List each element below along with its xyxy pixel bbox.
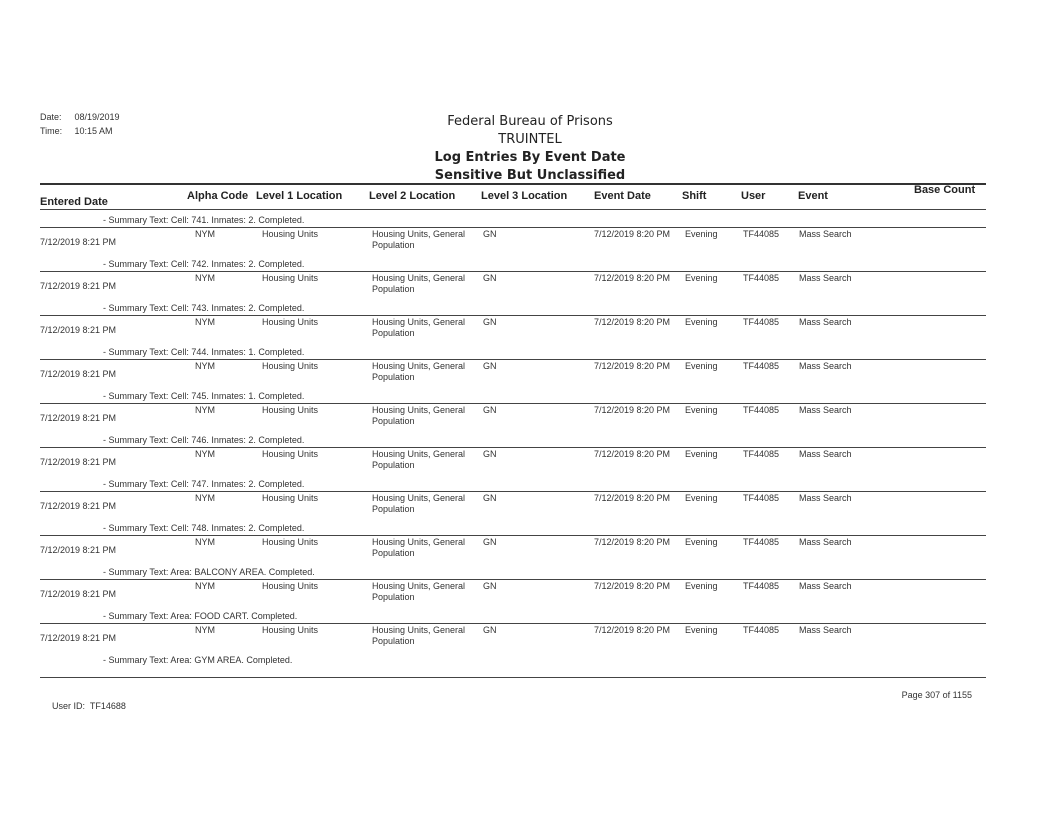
- alpha-code-cell: NYM: [195, 273, 215, 283]
- alpha-code-cell: NYM: [195, 449, 215, 459]
- row-rule: [40, 535, 986, 536]
- event-date-cell: 7/12/2019 8:20 PM: [594, 537, 671, 547]
- summary-text: - Summary Text: Cell: 747. Inmates: 2. Completed.: [103, 479, 305, 489]
- row-rule: [40, 271, 986, 272]
- level3-cell: GN: [483, 625, 497, 635]
- event-cell: Mass Search: [799, 625, 852, 635]
- event-date-cell: 7/12/2019 8:20 PM: [594, 229, 671, 239]
- entered-date-cell: 7/12/2019 8:21 PM: [40, 413, 117, 423]
- level1-cell: Housing Units: [262, 229, 319, 239]
- alpha-code-cell: NYM: [195, 229, 215, 239]
- shift-cell: Evening: [685, 273, 718, 283]
- row-rule: [40, 579, 986, 580]
- level1-cell: Housing Units: [262, 493, 319, 503]
- shift-cell: Evening: [685, 449, 718, 459]
- title-report: Log Entries By Event Date: [434, 150, 626, 165]
- summary-text: - Summary Text: Area: GYM AREA. Completed.: [103, 655, 293, 665]
- entered-date-cell: 7/12/2019 8:21 PM: [40, 369, 117, 379]
- level2-cell-cont: Population: [372, 548, 415, 558]
- col-level2: Level 2 Location: [369, 190, 456, 202]
- summary-text: - Summary Text: Cell: 743. Inmates: 2. Completed.: [103, 303, 305, 313]
- col-entered-date: Entered Date: [40, 196, 108, 208]
- user-cell: TF44085: [743, 537, 780, 547]
- level3-cell: GN: [483, 449, 497, 459]
- row-rule: [40, 403, 986, 404]
- user-cell: TF44085: [743, 361, 780, 371]
- shift-cell: Evening: [685, 405, 718, 415]
- event-date-cell: 7/12/2019 8:20 PM: [594, 317, 671, 327]
- event-cell: Mass Search: [799, 273, 852, 283]
- row-rule: [40, 359, 986, 360]
- level3-cell: GN: [483, 361, 497, 371]
- entered-date-cell: 7/12/2019 8:21 PM: [40, 501, 117, 511]
- entered-date-cell: 7/12/2019 8:21 PM: [40, 457, 117, 467]
- summary-text: - Summary Text: Area: FOOD CART. Completed.: [103, 611, 298, 621]
- level1-cell: Housing Units: [262, 625, 319, 635]
- event-cell: Mass Search: [799, 449, 852, 459]
- col-shift: Shift: [682, 190, 707, 202]
- level2-cell-cont: Population: [372, 592, 415, 602]
- report-time: [40, 126, 113, 136]
- shift-cell: Evening: [685, 229, 718, 239]
- entered-date-cell: 7/12/2019 8:21 PM: [40, 545, 117, 555]
- level2-cell-cont: Population: [372, 416, 415, 426]
- time-label: Time:: [40, 126, 63, 136]
- event-date-cell: 7/12/2019 8:20 PM: [594, 273, 671, 283]
- level2-cell-cont: Population: [372, 372, 415, 382]
- level1-cell: Housing Units: [262, 405, 319, 415]
- event-date-cell: 7/12/2019 8:20 PM: [594, 493, 671, 503]
- summary-text: - Summary Text: Cell: 745. Inmates: 1. Completed.: [103, 391, 305, 401]
- alpha-code-cell: NYM: [195, 405, 215, 415]
- alpha-code-cell: NYM: [195, 317, 215, 327]
- row-rule: [40, 227, 986, 228]
- title-classification: Sensitive But Unclassified: [434, 168, 626, 183]
- alpha-code-cell: NYM: [195, 361, 215, 371]
- level1-cell: Housing Units: [262, 317, 319, 327]
- level2-cell: Housing Units, General: [372, 273, 466, 283]
- level2-cell-cont: Population: [372, 460, 415, 470]
- user-cell: TF44085: [743, 493, 780, 503]
- row-rule: [40, 623, 986, 624]
- level2-cell-cont: Population: [372, 240, 415, 250]
- level1-cell: Housing Units: [262, 361, 319, 371]
- alpha-code-cell: NYM: [195, 581, 215, 591]
- entered-date-cell: 7/12/2019 8:21 PM: [40, 589, 117, 599]
- header-top-rule: [40, 183, 986, 185]
- event-date-cell: 7/12/2019 8:20 PM: [594, 405, 671, 415]
- event-cell: Mass Search: [799, 229, 852, 239]
- col-level3: Level 3 Location: [481, 190, 568, 202]
- level2-cell: Housing Units, General: [372, 537, 466, 547]
- event-date-cell: 7/12/2019 8:20 PM: [594, 625, 671, 635]
- user-cell: TF44085: [743, 229, 780, 239]
- level1-cell: Housing Units: [262, 537, 319, 547]
- shift-cell: Evening: [685, 493, 718, 503]
- title-system: TRUINTEL: [498, 132, 562, 147]
- summary-text: - Summary Text: Cell: 742. Inmates: 2. Completed.: [103, 259, 305, 269]
- shift-cell: Evening: [685, 581, 718, 591]
- user-cell: TF44085: [743, 581, 780, 591]
- level3-cell: GN: [483, 493, 497, 503]
- event-cell: Mass Search: [799, 361, 852, 371]
- row-rule: [40, 491, 986, 492]
- user-cell: TF44085: [743, 273, 780, 283]
- level3-cell: GN: [483, 537, 497, 547]
- row-rule: [40, 315, 986, 316]
- report-date: [40, 112, 120, 122]
- summary-text: - Summary Text: Cell: 744. Inmates: 1. Completed.: [103, 347, 305, 357]
- shift-cell: Evening: [685, 625, 718, 635]
- alpha-code-cell: NYM: [195, 625, 215, 635]
- event-cell: Mass Search: [799, 581, 852, 591]
- event-cell: Mass Search: [799, 537, 852, 547]
- entered-date-cell: 7/12/2019 8:21 PM: [40, 281, 117, 291]
- user-id-value: TF14688: [89, 701, 126, 711]
- user-cell: TF44085: [743, 317, 780, 327]
- header-bottom-rule: [40, 209, 986, 210]
- user-cell: TF44085: [743, 449, 780, 459]
- table-end-rule: [40, 677, 986, 678]
- row-rule: [40, 447, 986, 448]
- summary-text: - Summary Text: Cell: 746. Inmates: 2. Completed.: [103, 435, 305, 445]
- user-cell: TF44085: [743, 405, 780, 415]
- event-date-cell: 7/12/2019 8:20 PM: [594, 581, 671, 591]
- entered-date-cell: 7/12/2019 8:21 PM: [40, 237, 117, 247]
- event-date-cell: 7/12/2019 8:20 PM: [594, 449, 671, 459]
- col-user: User: [741, 190, 766, 202]
- user-cell: TF44085: [743, 625, 780, 635]
- level2-cell: Housing Units, General: [372, 229, 466, 239]
- shift-cell: Evening: [685, 361, 718, 371]
- time-value: 10:15 AM: [74, 126, 113, 136]
- level2-cell: Housing Units, General: [372, 449, 466, 459]
- level3-cell: GN: [483, 229, 497, 239]
- level1-cell: Housing Units: [262, 449, 319, 459]
- col-base-count: Base Count: [914, 184, 976, 196]
- alpha-code-cell: NYM: [195, 537, 215, 547]
- page-number: Page 307 of 1155: [901, 690, 972, 700]
- level3-cell: GN: [483, 581, 497, 591]
- col-event-date: Event Date: [594, 190, 651, 202]
- level2-cell: Housing Units, General: [372, 317, 466, 327]
- level3-cell: GN: [483, 317, 497, 327]
- col-level1: Level 1 Location: [256, 190, 343, 202]
- shift-cell: Evening: [685, 317, 718, 327]
- alpha-code-cell: NYM: [195, 493, 215, 503]
- summary-text: - Summary Text: Cell: 748. Inmates: 2. Completed.: [103, 523, 305, 533]
- col-alpha-code: Alpha Code: [187, 190, 249, 202]
- level3-cell: GN: [483, 405, 497, 415]
- shift-cell: Evening: [685, 537, 718, 547]
- event-cell: Mass Search: [799, 405, 852, 415]
- level2-cell-cont: Population: [372, 284, 415, 294]
- entered-date-cell: 7/12/2019 8:21 PM: [40, 633, 117, 643]
- level2-cell: Housing Units, General: [372, 405, 466, 415]
- footer-user: [52, 701, 126, 711]
- level2-cell: Housing Units, General: [372, 493, 466, 503]
- level1-cell: Housing Units: [262, 581, 319, 591]
- summary-text: - Summary Text: Cell: 741. Inmates: 2. Completed.: [103, 215, 305, 225]
- report-title: [380, 113, 680, 185]
- level2-cell-cont: Population: [372, 504, 415, 514]
- level2-cell-cont: Population: [372, 328, 415, 338]
- level3-cell: GN: [483, 273, 497, 283]
- date-label: Date:: [40, 112, 62, 122]
- col-event: Event: [798, 190, 828, 202]
- level1-cell: Housing Units: [262, 273, 319, 283]
- level2-cell: Housing Units, General: [372, 361, 466, 371]
- event-cell: Mass Search: [799, 493, 852, 503]
- level2-cell-cont: Population: [372, 636, 415, 646]
- event-cell: Mass Search: [799, 317, 852, 327]
- level2-cell: Housing Units, General: [372, 581, 466, 591]
- event-date-cell: 7/12/2019 8:20 PM: [594, 361, 671, 371]
- title-agency: Federal Bureau of Prisons: [447, 114, 613, 129]
- entered-date-cell: 7/12/2019 8:21 PM: [40, 325, 117, 335]
- level2-cell: Housing Units, General: [372, 625, 466, 635]
- summary-text: - Summary Text: Area: BALCONY AREA. Completed.: [103, 567, 315, 577]
- date-value: 08/19/2019: [74, 112, 120, 122]
- user-id-label: User ID:: [52, 701, 86, 711]
